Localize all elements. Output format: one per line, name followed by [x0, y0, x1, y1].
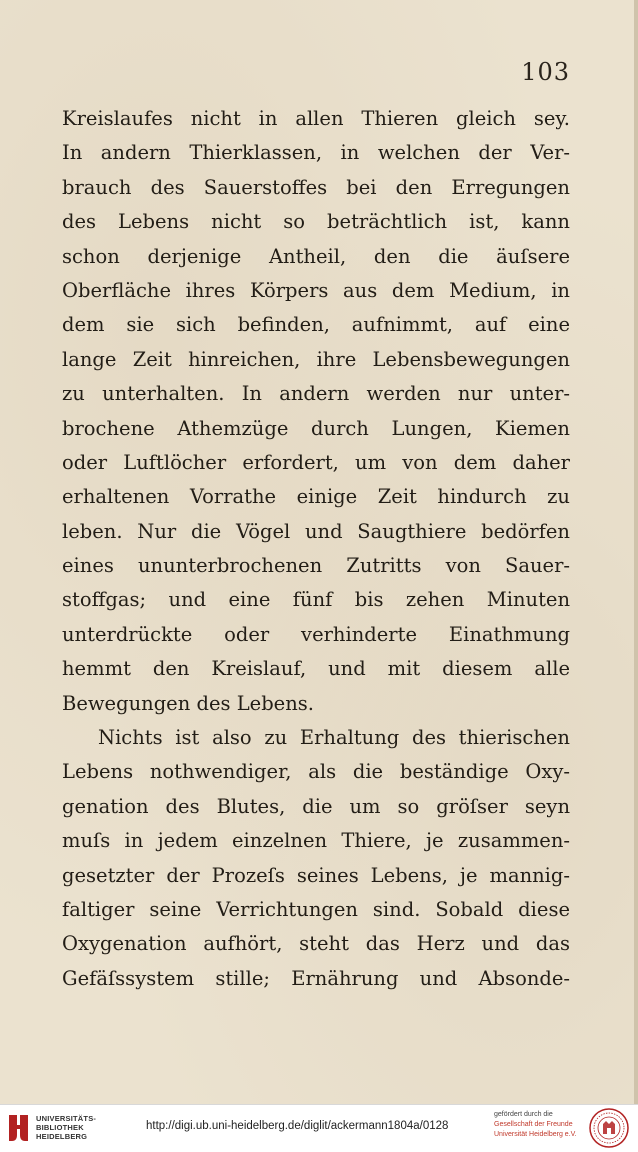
text-line: schon derjenige Antheil, den die äuſsere [62, 244, 570, 268]
paragraph-start-line: Nichts ist also zu Erhaltung des thierischen [98, 726, 570, 750]
text-line: lange Zeit hinreichen, ihre Lebensbewegungen [62, 347, 570, 371]
permalink-url[interactable]: http://digi.ub.uni-heidelberg.de/diglit/ackermann1804a/0128 [146, 1120, 449, 1132]
text-line: Oxygenation aufhört, steht das Herz und das [62, 932, 570, 956]
text-line: faltiger seine Verrichtungen sind. Sobald diese [62, 897, 570, 921]
text-line: eines ununterbrochenen Zutritts von Sauer- [62, 554, 570, 578]
text-line: des Lebens nicht so beträchtlich ist, kann [62, 210, 570, 234]
society-name-line: Universität Heidelberg e.V. [494, 1131, 577, 1138]
text-line: genation des Blutes, die um so gröſser seyn [62, 794, 570, 818]
page-number: 103 [521, 58, 570, 86]
text-line: Oberfläche ihres Körpers aus dem Medium, in [62, 278, 570, 302]
society-name-line: Gesellschaft der Freunde [494, 1121, 573, 1128]
footer-bar [0, 1104, 638, 1152]
text-line: muſs in jedem einzelnen Thiere, je zusammen- [62, 829, 570, 853]
body-text [62, 102, 570, 996]
text-line: Lebens nothwendiger, als die beständige Oxy- [62, 760, 570, 784]
text-line: gesetzter der Prozeſs seines Lebens, je mannig- [62, 863, 570, 887]
funding-note [494, 1110, 577, 1140]
text-line: hemmt den Kreislauf, und mit diesem alle [62, 657, 570, 681]
library-name-line: BIBLIOTHEK [36, 1123, 84, 1132]
library-name-line: HEIDELBERG [36, 1132, 88, 1141]
text-line: stoffgas; und eine fünf bis zehen Minuten [62, 588, 570, 612]
text-line: unterdrückte oder verhinderte Einathmung [62, 622, 570, 646]
funded-by-label: gefördert durch die [494, 1111, 553, 1118]
text-line: dem sie sich befinden, aufnimmt, auf eine [62, 313, 570, 337]
text-line: brochene Athemzüge durch Lungen, Kiemen [62, 416, 570, 440]
text-line: Bewegungen des Lebens. [62, 691, 314, 715]
text-line: leben. Nur die Vögel und Saugthiere bedörfen [62, 519, 570, 543]
text-line: Kreislaufes nicht in allen Thieren gleich sey. [62, 107, 570, 130]
text-line: zu unterhalten. In andern werden nur unter- [62, 382, 570, 406]
university-seal-icon [589, 1108, 629, 1148]
text-line: brauch des Sauerstoffes bei den Erregungen [62, 175, 570, 199]
page-edge [634, 0, 638, 1104]
text-line: oder Luftlöcher erfordert, um von dem daher [62, 450, 570, 474]
text-line: Gefäſssystem stille; Ernährung und Absonde- [62, 966, 570, 990]
library-name [36, 1114, 96, 1141]
ub-heidelberg-logo-icon[interactable] [6, 1111, 32, 1145]
library-name-line: UNIVERSITÄTS- [36, 1114, 97, 1123]
text-line: erhaltenen Vorrathe einige Zeit hindurch zu [62, 485, 570, 509]
text-line: In andern Thierklassen, in welchen der Ver- [62, 141, 570, 165]
